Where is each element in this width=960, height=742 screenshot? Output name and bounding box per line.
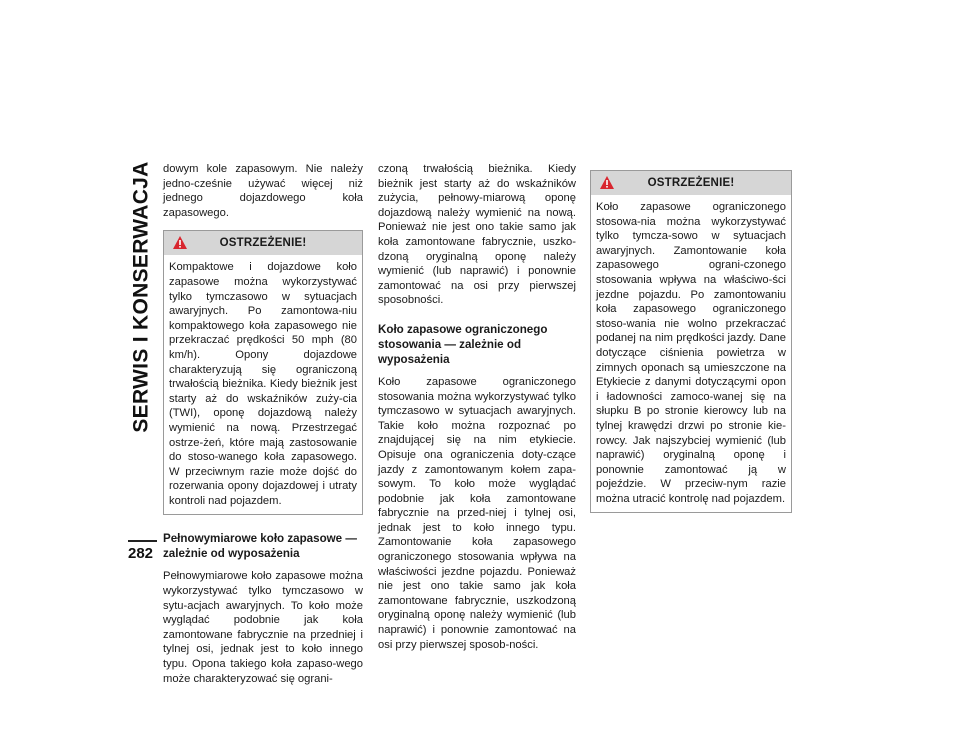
col2-intro-paragraph: czoną trwałością bieżnika. Kiedy bieżnik jest starty aż do wskaźników zużycia, pełnowy-miarową oponę dojazdową należy wymienić na nową. Ponieważ nie jest ono takie samo jak koła zamontowane fabrycznie, uszko-dzoną oryginalną oponę należy wymienić (lub naprawić) i ponownie zamontować na osi przy pierwszej sposobności. — [378, 163, 576, 307]
page-number: 282 — [128, 545, 154, 562]
warning-text: Koło zapasowe ograniczonego stosowa-nia można wykorzystywać tylko tymcza-sowo w sytuacjach awaryjnych. Zamontowanie koła zapasowego ograni-czonego stosowania wpływa na właściwo-ści jezdne pojazdu. Po zamontowaniu koła zapasowego ograniczonego stoso-wania nie wolno przekraczać podanej na nim prędkości jazdy. Dane dotyczące ciśnienia powietrza w zimnych oponach są umieszczone na Etykiecie z danymi dotyczącymi opon i ładowności zamoco-wanej się na słupku B po stronie kierowcy lub na tylnej krawędzi drzwi po stronie kie-rowcy. Jak najszybciej wymienić (lub naprawić) oryginalną oponę i ponownie zamontować ją w pojeździe. W przeciw-nym razie można utracić kontrolę nad pojazdem. — [596, 201, 786, 505]
column-3 — [590, 170, 792, 513]
section-side-title — [128, 52, 156, 542]
col1-intro-paragraph: dowym kole zapasowym. Nie należy jedno-cześnie używać więcej niż jednego dojazdowego koła zapasowego. — [163, 163, 363, 219]
col2-body-paragraph: Koło zapasowe ograniczonego stosowania można wykorzystywać tylko tymczasowo w sytuacjach awaryjnych. Takie koło można rozpoznać po znajdującej się na nim etykiecie. Opisuje ona ograniczenia doty-czące jazdy z zamontowanym kołem zapa-sowym. To koło może wyglądać podobnie jak koła zamontowane fabrycznie na przed-niej i tylnej osi, jednak jest to koło innego typu. Zamontowanie koła zapasowego ograniczonego stosowania wpływa na właściwości jezdne pojazdu. Ponieważ nie jest ono takie samo jak koła zamontowane fabrycznie, uszkodzoną oryginalną oponę należy wymienić (lub naprawić) i ponownie zamontować na osi przy pierwszej sposob-ności. — [378, 375, 576, 651]
warning-body — [164, 255, 362, 514]
column-2 — [378, 162, 576, 652]
warning-triangle-icon — [599, 175, 615, 190]
heading-limited-use-spare: Koło zapasowe ograniczonego stosowania — zależnie od wyposażenia — [378, 322, 548, 366]
warning-triangle-icon — [172, 235, 188, 250]
heading-full-size-spare: Pełnowymiarowe koło zapasowe — zależnie od wyposażenia — [163, 532, 357, 561]
warning-header — [164, 231, 362, 255]
column-1 — [163, 162, 363, 686]
col1-body-paragraph: Pełnowymiarowe koło zapasowe można wykorzystywać tylko tymczasowo w sytu-acjach awaryjnych. To koło może wyglądać podobnie jak koła zamontowane fabrycznie na przedniej i tylnej osi, jednak jest to koło innego typu. Opona takiego koła zapaso-wego może charakteryzować się ograni- — [163, 570, 363, 685]
warning-text: Kompaktowe i dojazdowe koło zapasowe można wykorzystywać tylko tymczasowo w sytuacjach awaryjnych. Po zamontowa-niu kompaktowego koła zapasowego nie przekraczać prędkości 50 mph (80 km/h). Opony dojazdowe charakteryzują się ograniczoną trwałością bieżnika. Kiedy bieżnik jest starty aż do wskaźników zuży-cia (TWI), oponę dojazdową należy wymienić na nową. Przestrzegać ostrze-żeń, które mają zastosowanie do stoso-wanego koła zapasowego. W przeciwnym razie może dojść do rozerwania opony dojazdowej i utraty kontroli nad pojazdem. — [169, 261, 357, 507]
warning-title: OSTRZEŻENIE! — [219, 237, 307, 250]
warning-box-compact-spare — [163, 230, 363, 515]
warning-box-limited-use-spare — [590, 170, 792, 513]
warning-body — [591, 195, 791, 512]
warning-title: OSTRZEŻENIE! — [647, 176, 735, 189]
page-number-rule — [128, 540, 157, 542]
section-title-text: SERWIS I KONSERWACJA — [130, 161, 153, 433]
warning-header — [591, 171, 791, 195]
